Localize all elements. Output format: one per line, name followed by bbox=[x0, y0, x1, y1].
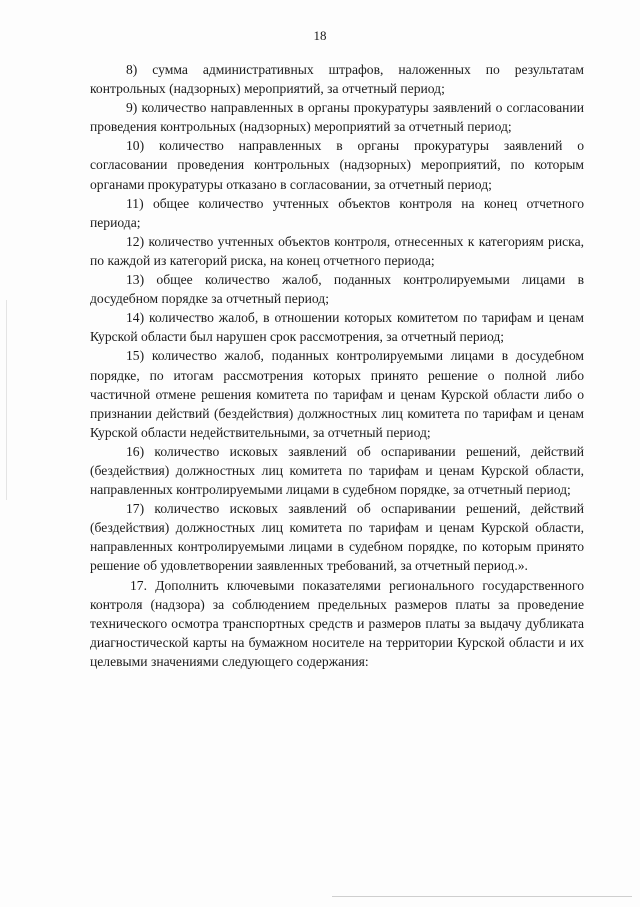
paragraph-item-9: 9) количество направленных в органы прокуратуры заявлений о согласовании проведения контрольных (надзорных) мероприятий за отчетный период; bbox=[90, 100, 584, 135]
paragraph-item-12: 12) количество учтенных объектов контроля, отнесенных к категориям риска, по каждой из категорий риска, на конец отчетного периода; bbox=[90, 233, 584, 268]
scan-bottom-line bbox=[332, 896, 632, 897]
document-body bbox=[90, 60, 584, 671]
page-number: 18 bbox=[313, 28, 327, 43]
paragraph-item-8: 8) сумма административных штрафов, наложенных по результатам контрольных (надзорных) мероприятий, за отчетный период; bbox=[90, 62, 584, 97]
scan-edge-mark bbox=[6, 300, 7, 500]
paragraph-item-14: 14) количество жалоб, в отношении которых комитетом по тарифам и ценам Курской области был нарушен срок рассмотрения, за отчетный период; bbox=[90, 310, 584, 345]
paragraph-section-17: 17. Дополнить ключевыми показателями регионального государственного контроля (надзора) за соблюдением предельных размеров платы за проведение технического осмотра транспортных средств и размеров платы за выдачу дубликата диагностической карты на бумажном носителе на территории Курской области и их целевыми значениями следующего содержания: bbox=[90, 577, 584, 669]
paragraph-item-15: 15) количество жалоб, поданных контролируемыми лицами в досудебном порядке, по итогам рассмотрения которых принято решение о полной либо частичной отмене решения комитета по тарифам и ценам Курской области либо о признании действий (бездействия) должностных лиц комитета по тарифам и ценам Курской области недействительными, за отчетный период; bbox=[90, 348, 584, 440]
paragraph-item-13: 13) общее количество жалоб, поданных контролируемыми лицами в досудебном порядке за отчетный период; bbox=[90, 272, 584, 307]
paragraph-item-16: 16) количество исковых заявлений об оспаривании решений, действий (бездействия) должностных лиц комитета по тарифам и ценам Курской области, направленных контролируемыми лицами в судебном порядке, за отчетный период; bbox=[90, 443, 584, 498]
paragraph-item-11: 11) общее количество учтенных объектов контроля на конец отчетного периода; bbox=[90, 195, 584, 230]
paragraph-item-10: 10) количество направленных в органы прокуратуры заявлений о согласовании проведения контрольных (надзорных) мероприятий, по которым органами прокуратуры отказано в согласовании, за отчетный период; bbox=[90, 138, 584, 192]
paragraph-item-17: 17) количество исковых заявлений об оспаривании решений, действий (бездействия) должностных лиц комитета по тарифам и ценам Курской области, направленных контролируемыми лицами в судебном порядке, по которым принято решение об удовлетворении заявленных требований, за отчетный период.». bbox=[90, 501, 584, 574]
